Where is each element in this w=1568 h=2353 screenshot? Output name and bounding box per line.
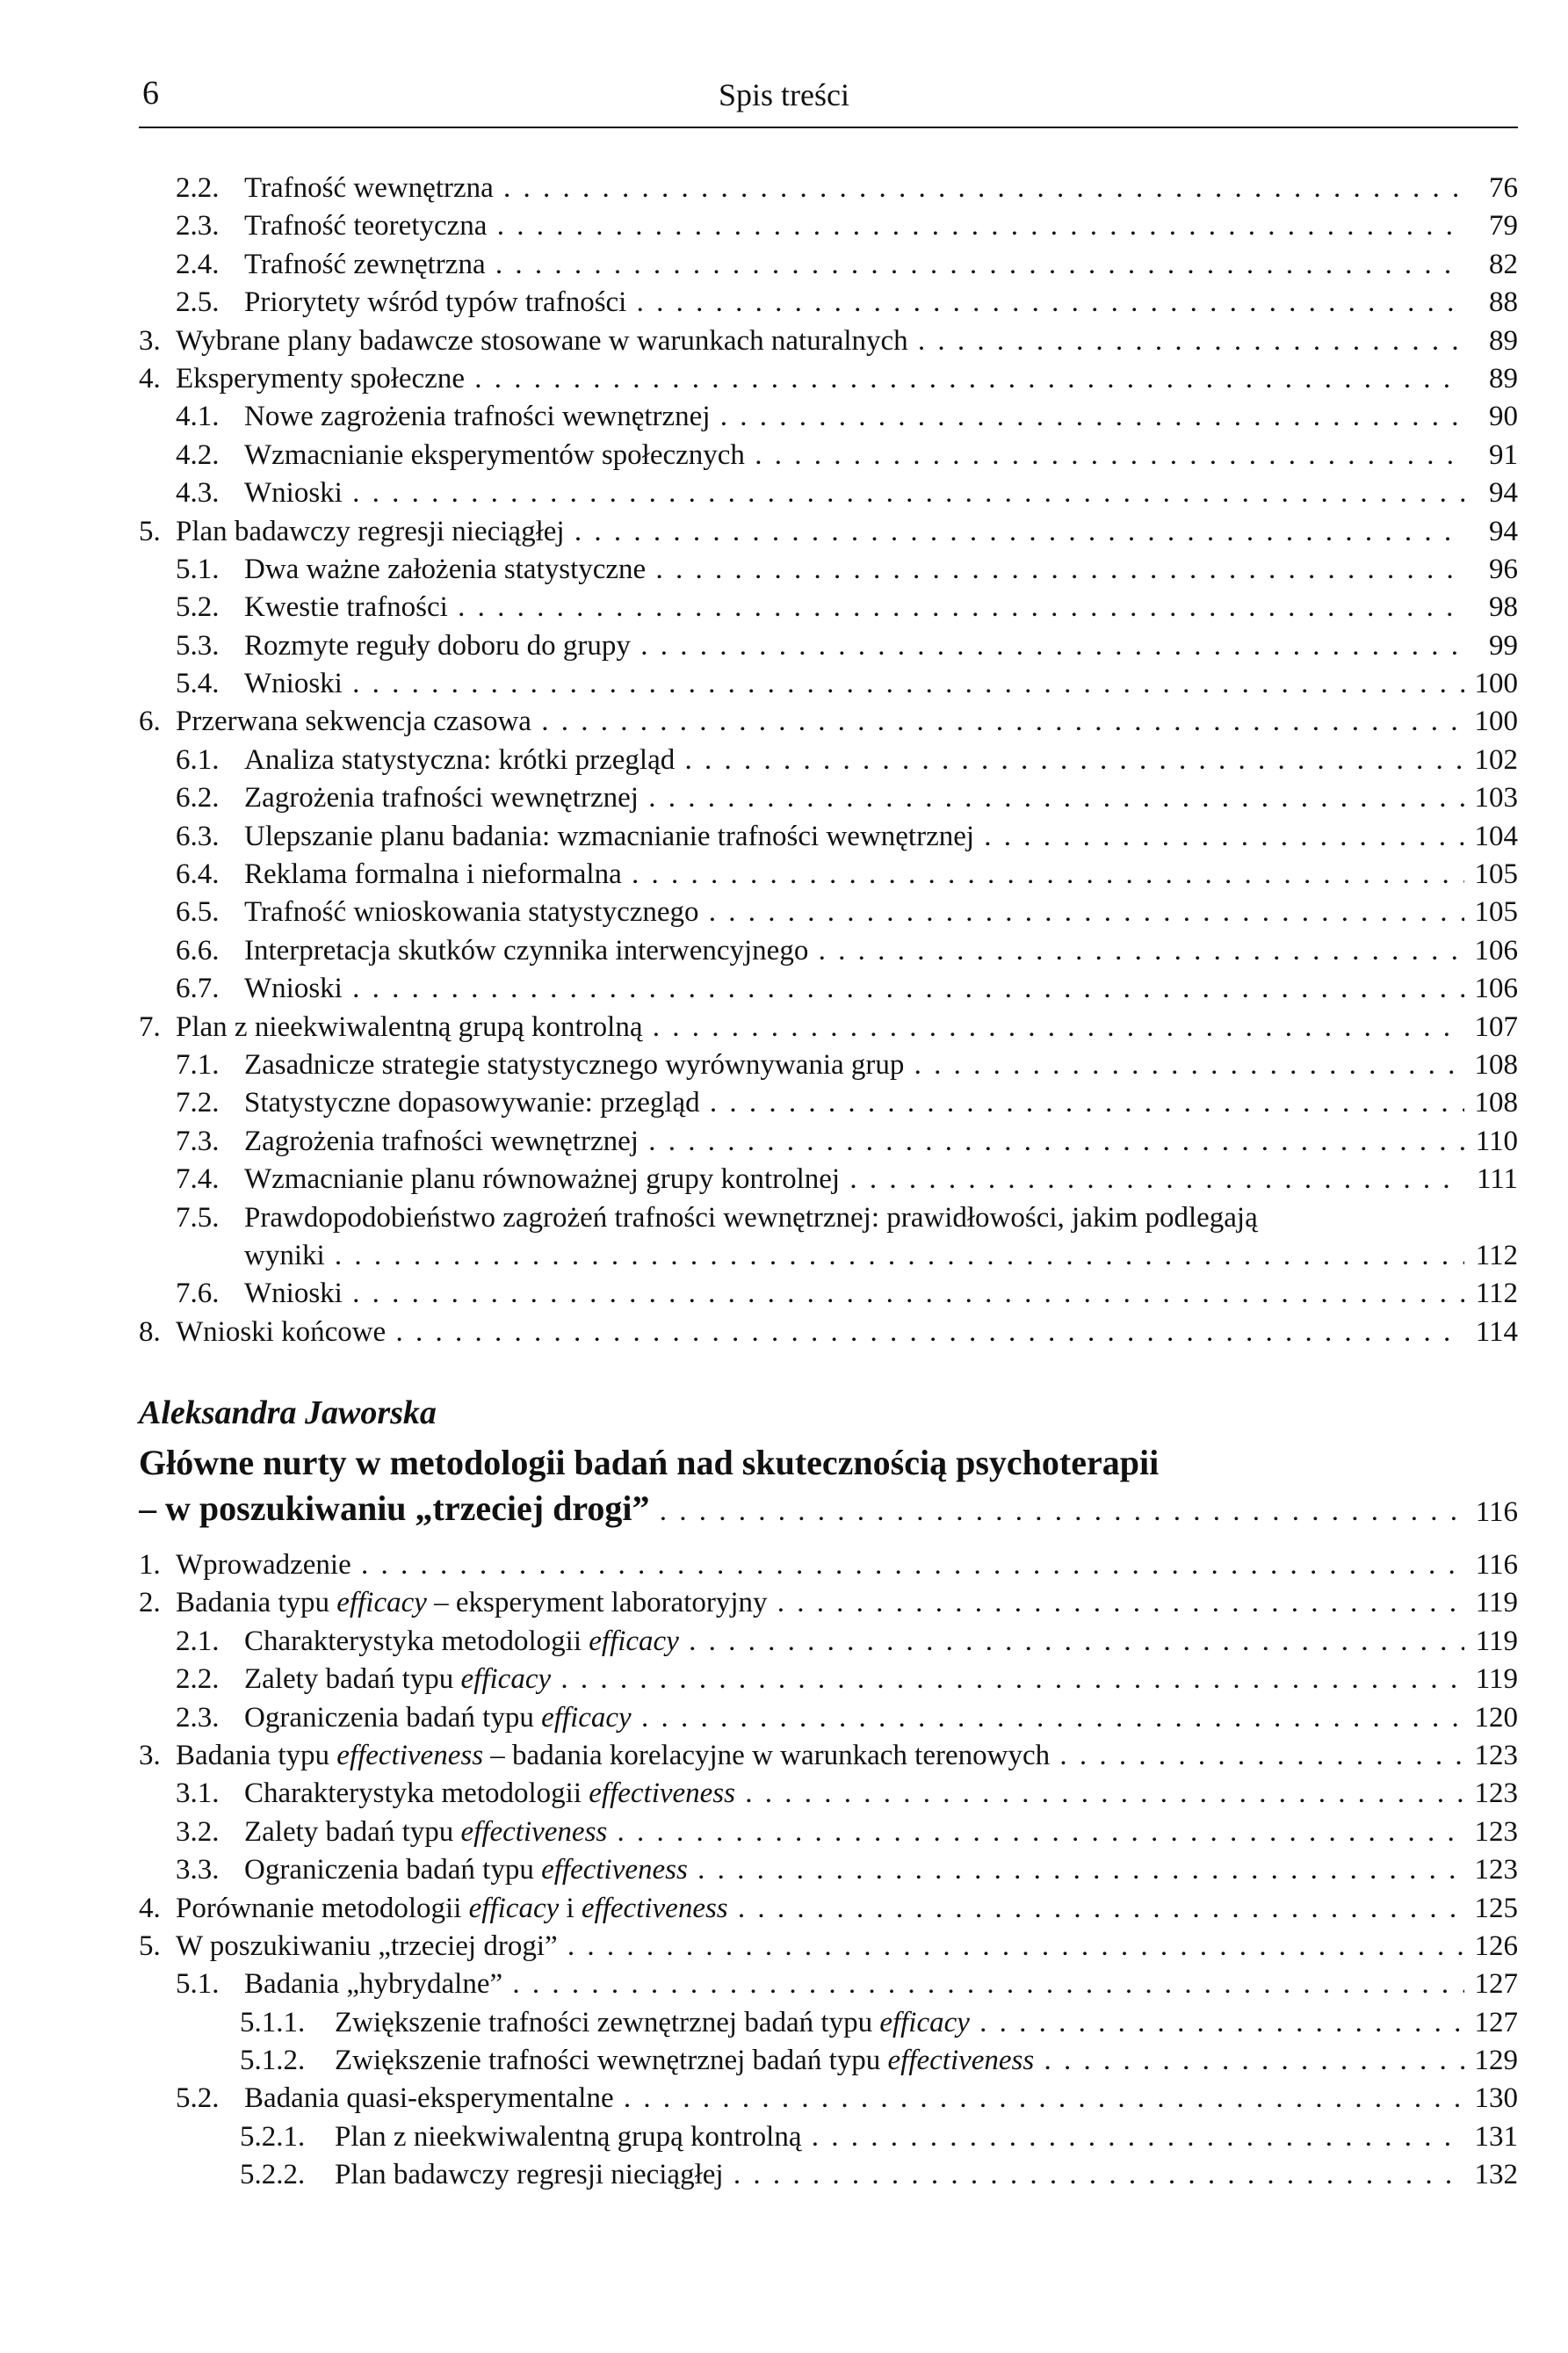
- toc-entry: [0, 1814, 1568, 1851]
- toc-entry-title-italic: effectiveness: [589, 1777, 735, 1810]
- toc-entry-number: 7.6.: [176, 1278, 220, 1310]
- toc-entry-title: Wnioski: [244, 1278, 343, 1310]
- chapter-page: 116: [1475, 1496, 1518, 1528]
- toc-entry-title: Zagrożenia trafności wewnętrznej: [244, 1125, 639, 1157]
- toc-entry-title: Eksperymenty społeczne: [176, 362, 465, 395]
- toc-entry-page: 119: [1475, 1625, 1518, 1657]
- toc-entry-title-text: Badania typu: [176, 1587, 337, 1619]
- toc-entry: [0, 1084, 1568, 1122]
- toc-entry-page: 127: [1474, 2006, 1518, 2038]
- toc-entry-number: 4.: [139, 362, 161, 395]
- toc-entry-page: 126: [1474, 1929, 1518, 1962]
- toc-entry-page: 91: [1489, 438, 1518, 471]
- toc-entry-title: Wzmacnianie eksperymentów społecznych: [244, 438, 745, 471]
- toc-entry-title: Trafność zewnętrzna: [244, 248, 486, 280]
- toc-entry-title: Wzmacnianie planu równoważnej grupy kontrolnej: [244, 1163, 841, 1196]
- toc-entry: [0, 246, 1568, 284]
- toc-entry-title: Wnioski: [244, 973, 343, 1005]
- toc-entry-title-text: Ograniczenia badań typu: [244, 1854, 542, 1886]
- toc-entry-number: 5.4.: [176, 668, 220, 700]
- toc-entry-title: Wprowadzenie: [176, 1549, 351, 1581]
- toc-entry-page: 98: [1489, 591, 1518, 624]
- toc-entry-number: 6.5.: [176, 896, 220, 929]
- toc-entry: [0, 818, 1568, 856]
- toc-entry-page: 94: [1489, 477, 1518, 510]
- toc-entry-page: 111: [1476, 1163, 1518, 1196]
- running-title: Spis treści: [719, 77, 849, 112]
- toc-entry-title: Rozmyte reguły doboru do grupy: [244, 629, 631, 662]
- toc-entry: [0, 1584, 1568, 1622]
- toc-entry: [0, 284, 1568, 322]
- toc-entry-title: Interpretacja skutków czynnika interwencyjnego: [244, 934, 809, 967]
- toc-entry-page: 112: [1475, 1239, 1518, 1271]
- toc-entry-title: Trafność wewnętrzna: [244, 172, 494, 204]
- toc-entry-page: 89: [1489, 362, 1518, 395]
- toc-entry-page: 76: [1489, 172, 1518, 204]
- toc-entry-wrapped: [0, 1199, 1568, 1237]
- toc-entry-title: Zasadnicze strategie statystycznego wyrównywania grup: [244, 1048, 905, 1081]
- toc-entry-number: 5.2.: [176, 591, 220, 624]
- chapter-title-line-2-text: – w poszukiwaniu „trzeciej drogi” . . .: [139, 1487, 1464, 1531]
- toc-entry: [0, 170, 1568, 207]
- toc-entry-number: 5.2.1.: [240, 2120, 306, 2153]
- toc-entry-title: Ulepszanie planu badania: wzmacnianie trafności wewnętrznej: [244, 820, 975, 852]
- toc-entry-title: Trafność teoretyczna: [244, 210, 488, 243]
- toc-entry-page: 102: [1474, 743, 1518, 776]
- toc-entry-page: 129: [1474, 2045, 1518, 2077]
- toc-entry: [0, 1890, 1568, 1928]
- chapter-author: Aleksandra Jaworska: [139, 1394, 437, 1431]
- toc-entry-page: 100: [1474, 706, 1518, 738]
- toc-entry-number: 2.5.: [176, 286, 220, 319]
- toc-entry-page: 112: [1475, 1278, 1518, 1310]
- toc-entry-page: 105: [1474, 896, 1518, 929]
- toc-entry-number: 6.: [139, 706, 161, 738]
- toc-entry-page: 123: [1474, 1777, 1518, 1810]
- toc-entry-title: Trafność wnioskowania statystycznego: [244, 896, 699, 929]
- toc-entry: [0, 474, 1568, 512]
- toc-entry-page: 99: [1489, 629, 1518, 662]
- toc-entry-title: Kwestie trafności: [244, 591, 448, 624]
- toc-entry-title: Plan z nieekwiwalentną grupą kontrolną: [335, 2120, 802, 2153]
- toc-entry-number: 3.2.: [176, 1815, 220, 1848]
- toc-entry-page: 103: [1474, 782, 1518, 814]
- toc-entry-title: Prawdopodobieństwo zagrożeń trafności wewnętrznej: prawidłowości, jakim podlegają: [244, 1201, 1258, 1234]
- toc-entry: [0, 2118, 1568, 2156]
- toc-entry-number: 5.1.: [176, 1968, 220, 2001]
- toc-entry-title-text: – eksperyment laboratoryjny: [426, 1587, 768, 1619]
- toc-entry: [0, 437, 1568, 474]
- page-number: 6: [142, 75, 159, 112]
- toc-entry-page: 123: [1474, 1854, 1518, 1886]
- toc-entry-page: 88: [1489, 286, 1518, 319]
- toc-entry: [0, 360, 1568, 398]
- toc-entry-page: 100: [1474, 668, 1518, 700]
- toc-entry: [0, 1123, 1568, 1161]
- toc-entry-title: Plan badawczy regresji nieciągłej: [176, 515, 565, 547]
- toc-entry-page: 120: [1474, 1701, 1518, 1734]
- toc-entry-title-text: Porównanie metodologii: [176, 1892, 469, 1924]
- toc-entry-title: W poszukiwaniu „trzeciej drogi”: [176, 1929, 558, 1962]
- toc-entry-number: 4.2.: [176, 438, 220, 471]
- toc-entry-title-text: Ograniczenia badań typu: [244, 1701, 542, 1734]
- toc-entry: [0, 703, 1568, 741]
- toc-entry: [0, 1161, 1568, 1198]
- toc-entry-page: 119: [1475, 1587, 1518, 1619]
- toc-entry-title: Wnioski: [244, 668, 343, 700]
- toc-entry-page: 110: [1475, 1125, 1518, 1157]
- toc-entry-number: 7.3.: [176, 1125, 220, 1157]
- toc-entry-number: 7.4.: [176, 1163, 220, 1196]
- toc-entry: [0, 1737, 1568, 1775]
- toc-entry-title-italic: efficacy: [879, 2006, 970, 2038]
- toc-entry-number: 5.: [139, 515, 161, 547]
- toc-entry-title-italic: effectiveness: [581, 1892, 728, 1924]
- toc-entry: [0, 2156, 1568, 2194]
- toc-entry-page: 130: [1474, 2082, 1518, 2115]
- toc-entry-title-text: Badania typu: [176, 1739, 337, 1771]
- toc-entry-title: Reklama formalna i nieformalna: [244, 858, 622, 891]
- toc-entry-page: 106: [1474, 934, 1518, 967]
- toc-entry-number: 6.4.: [176, 858, 220, 891]
- toc-entry: [0, 1314, 1568, 1351]
- toc-entry-number: 6.1.: [176, 743, 220, 776]
- toc-entry: [0, 1623, 1568, 1661]
- toc-entry-title: Wnioski końcowe: [176, 1315, 387, 1348]
- toc-entry-title-text: Charakterystyka metodologii: [244, 1625, 589, 1657]
- toc-entry-title-text: Zalety badań typu: [244, 1815, 461, 1848]
- toc-entry: [0, 2080, 1568, 2118]
- toc-entry-number: 2.3.: [176, 210, 220, 243]
- toc-entry-title: Przerwana sekwencja czasowa: [176, 706, 531, 738]
- toc-entry: [0, 856, 1568, 894]
- toc-entry-number: 6.3.: [176, 820, 220, 852]
- toc-entry-number: 7.1.: [176, 1048, 220, 1081]
- toc-entry: [0, 932, 1568, 970]
- toc-entry-page: 119: [1475, 1663, 1518, 1696]
- toc-entry-number: 3.: [139, 324, 161, 357]
- toc-entry-number: 3.1.: [176, 1777, 220, 1810]
- toc-entry-number: 6.7.: [176, 973, 220, 1005]
- chapter-title-line-1: Główne nurty w metodologii badań nad skutecznością psychoterapii: [139, 1443, 1160, 1482]
- toc-entry: [0, 742, 1568, 779]
- toc-entry: [0, 894, 1568, 931]
- toc-entry-page: 123: [1474, 1739, 1518, 1771]
- toc-entry-page: 104: [1474, 820, 1518, 852]
- toc-entry-title: Plan badawczy regresji nieciągłej: [335, 2159, 724, 2191]
- toc-entry-page: 79: [1489, 210, 1518, 243]
- toc-entry-page: 114: [1475, 1315, 1518, 1348]
- toc-entry-title-italic: efficacy: [460, 1663, 552, 1696]
- toc-entry-number: 2.2.: [176, 1663, 220, 1696]
- toc-entry-page: 127: [1474, 1968, 1518, 2001]
- toc-entry-title-italic: efficacy: [541, 1701, 632, 1734]
- toc-entry-title-italic: effectiveness: [887, 2045, 1035, 2077]
- toc-entry: [0, 207, 1568, 245]
- toc-entry: [0, 1775, 1568, 1813]
- toc-entry-page: 90: [1489, 401, 1518, 433]
- toc-entry-page: 132: [1474, 2159, 1518, 2191]
- toc-entry-title-text: – badania korelacyjne w warunkach terenowych: [483, 1739, 1051, 1771]
- toc-entry-page: 108: [1474, 1048, 1518, 1081]
- toc-entry-page: 125: [1474, 1892, 1518, 1924]
- toc-entry-number: 7.2.: [176, 1087, 220, 1119]
- toc-entry-title: Dwa ważne założenia statystyczne: [244, 553, 647, 585]
- toc-entry-page: 96: [1489, 553, 1518, 585]
- toc-entry: [0, 665, 1568, 703]
- toc-entry-title: Statystyczne dopasowywanie: przegląd: [244, 1087, 700, 1119]
- chapter-title-line-2: [139, 1487, 1518, 1531]
- toc-entry: [0, 1046, 1568, 1084]
- toc-entry: [0, 1546, 1568, 1584]
- toc-entry-page: 107: [1474, 1010, 1518, 1043]
- toc-entry: [0, 2042, 1568, 2080]
- toc-entry-number: 3.3.: [176, 1854, 220, 1886]
- toc-entry-title: Nowe zagrożenia trafności wewnętrznej: [244, 401, 711, 433]
- toc-entry-title: Wnioski: [244, 477, 343, 510]
- toc-entry: [0, 322, 1568, 360]
- toc-entry-page: 116: [1475, 1549, 1518, 1581]
- toc-entry-title: Zagrożenia trafności wewnętrznej: [244, 782, 639, 814]
- toc-entry-title-text: Zwiększenie trafności wewnętrznej badań typu: [335, 2045, 888, 2077]
- toc-entry-number: 5.2.2.: [240, 2159, 306, 2191]
- toc-entry-title-italic: efficacy: [468, 1892, 560, 1924]
- toc-entry-page: 106: [1474, 973, 1518, 1005]
- toc-entry-number: 6.2.: [176, 782, 220, 814]
- toc-entry-page: 123: [1474, 1815, 1518, 1848]
- toc-entry-title-italic: effectiveness: [336, 1739, 484, 1771]
- header-rule: [139, 127, 1518, 128]
- toc-entry: [0, 551, 1568, 589]
- toc-entry-number: 6.6.: [176, 934, 220, 967]
- toc-entry-number: 2.4.: [176, 248, 220, 280]
- toc-entry-number: 5.1.: [176, 553, 220, 585]
- toc-entry-number: 5.3.: [176, 629, 220, 662]
- toc-entry: [0, 398, 1568, 436]
- toc-entry-title-continuation: wyniki: [244, 1239, 325, 1271]
- toc-entry-number: 4.1.: [176, 401, 220, 433]
- toc-entry-title: Priorytety wśród typów trafności: [244, 286, 627, 319]
- toc-entry: [0, 1966, 1568, 2003]
- toc-entry: [0, 1851, 1568, 1889]
- toc-entry: [0, 589, 1568, 626]
- toc-entry-number: 5.1.1.: [240, 2006, 306, 2038]
- toc-entry-number: 1.: [139, 1549, 161, 1581]
- toc-entry-continuation: [0, 1237, 1568, 1275]
- toc-entry: [0, 970, 1568, 1008]
- toc-entry-number: 7.: [139, 1010, 161, 1043]
- toc-entry: [0, 2004, 1568, 2042]
- toc-entry-number: 5.2.: [176, 2082, 220, 2115]
- toc-entry: [0, 1275, 1568, 1313]
- toc-entry-number: 8.: [139, 1315, 161, 1348]
- toc-entry: [0, 1928, 1568, 1966]
- toc-entry-number: 2.3.: [176, 1701, 220, 1734]
- toc-entry-title: Analiza statystyczna: krótki przegląd: [244, 743, 676, 776]
- toc-entry-number: 3.: [139, 1739, 161, 1771]
- toc-entry-number: 2.: [139, 1587, 161, 1619]
- toc-entry-title: Badania „hybrydalne”: [244, 1968, 503, 2001]
- toc-entry-title-text: Zwiększenie trafności zewnętrznej badań typu: [335, 2006, 880, 2038]
- toc-entry: [0, 1661, 1568, 1698]
- toc-entry-page: 89: [1489, 324, 1518, 357]
- toc-entry-title-text: Zalety badań typu: [244, 1663, 461, 1696]
- toc-entry-title: Badania quasi-eksperymentalne: [244, 2082, 614, 2115]
- toc-entry-number: 4.3.: [176, 477, 220, 510]
- toc-entry-number: 7.5.: [176, 1201, 220, 1234]
- toc-entry-page: 131: [1474, 2120, 1518, 2153]
- toc-entry: [0, 779, 1568, 817]
- toc-entry-number: 5.1.2.: [240, 2045, 306, 2077]
- toc-entry-page: 82: [1489, 248, 1518, 280]
- toc-entry-number: 4.: [139, 1892, 161, 1924]
- toc-entry: [0, 627, 1568, 665]
- toc-entry-number: 2.2.: [176, 172, 220, 204]
- toc-entry-number: 2.1.: [176, 1625, 220, 1657]
- toc-entry-title-italic: efficacy: [336, 1587, 427, 1619]
- toc-entry-title-italic: effectiveness: [460, 1815, 608, 1848]
- toc-entry-number: 5.: [139, 1929, 161, 1962]
- toc-entry-title-italic: efficacy: [589, 1625, 679, 1657]
- toc-entry-page: 105: [1474, 858, 1518, 891]
- toc-entry-title-text: i: [559, 1892, 582, 1924]
- toc-entry-page: 108: [1474, 1087, 1518, 1119]
- toc-entry-title-italic: effectiveness: [541, 1854, 688, 1886]
- toc-section-2: [0, 1546, 1568, 2195]
- toc-entry: [0, 1009, 1568, 1046]
- toc-entry: [0, 1699, 1568, 1737]
- toc-entry-page: 94: [1489, 515, 1518, 547]
- toc-entry-title-text: Charakterystyka metodologii: [244, 1777, 589, 1810]
- toc-entry: [0, 513, 1568, 551]
- toc-entry-title: Plan z nieekwiwalentną grupą kontrolną: [176, 1010, 643, 1043]
- toc-section-1: [0, 170, 1568, 1351]
- toc-entry-title: Wybrane plany badawcze stosowane w warunkach naturalnych: [176, 324, 908, 357]
